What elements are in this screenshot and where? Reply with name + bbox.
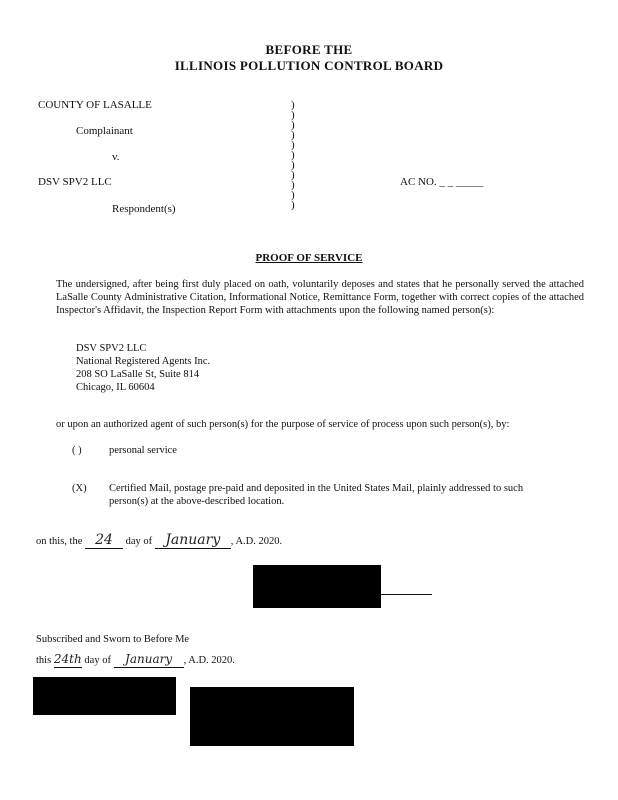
address-line1: DSV SPV2 LLC bbox=[76, 343, 147, 354]
header-line2: ILLINOIS POLLUTION CONTROL BOARD bbox=[174, 58, 444, 73]
date-month-handwritten: January bbox=[165, 532, 221, 548]
address-line2: National Registered Agents Inc. bbox=[76, 356, 211, 367]
service-address bbox=[76, 342, 210, 394]
respondent-name: DSV SPV2 LLC bbox=[38, 176, 112, 188]
option2-text: Certified Mail, postage pre-paid and deposited in the United States Mail, plainly addressed to such person(s) at the above-described location. bbox=[109, 483, 524, 507]
notary-this: this bbox=[36, 655, 52, 666]
notary-line2 bbox=[36, 653, 235, 668]
notary-seal-redaction bbox=[190, 687, 354, 746]
complainant-name: COUNTY OF LASALLE bbox=[38, 99, 152, 111]
option1-text: personal service bbox=[109, 445, 177, 456]
ac-label: AC NO. bbox=[400, 176, 437, 188]
notary-line1: Subscribed and Sworn to Before Me bbox=[36, 634, 190, 645]
notary-signature-redaction bbox=[33, 677, 176, 715]
versus-label: v. bbox=[112, 151, 120, 163]
date-prefix: on this, the bbox=[36, 536, 83, 547]
option1-mark: ( ) bbox=[72, 445, 82, 456]
notary-day-handwritten: 24th bbox=[53, 652, 82, 666]
date-day-handwritten: 24 bbox=[95, 532, 113, 548]
signature-redaction bbox=[253, 565, 381, 608]
ac-value: _ _ _____ bbox=[439, 176, 484, 188]
notary-day-of: day of bbox=[84, 655, 111, 666]
respondent-label: Respondent(s) bbox=[112, 203, 176, 215]
date-suffix: , A.D. 2020. bbox=[230, 536, 283, 547]
address-line4: Chicago, IL 60604 bbox=[76, 382, 155, 393]
caption-paren-column: ) ) ) ) ) ) ) ) ) ) ) bbox=[291, 99, 295, 211]
signature-line bbox=[381, 594, 432, 595]
date-day-of: day of bbox=[125, 536, 153, 547]
notary-suffix: , A.D. 2020. bbox=[183, 655, 235, 666]
header-line1: BEFORE THE bbox=[265, 42, 353, 57]
complainant-label: Complainant bbox=[76, 125, 133, 137]
proof-heading: PROOF OF SERVICE bbox=[255, 252, 363, 264]
proof-intro: The undersigned, after being first duly placed on oath, voluntarily deposes and states that he personally served the attached LaSalle County Administrative Citation, Informational Notice, Remittance Form, together with correct copies of the attached Inspector's Affidavit, the Inspection Report Form with attachments upon the following named person(s): bbox=[56, 279, 584, 316]
option2-mark: (X) bbox=[72, 483, 87, 494]
ac-number bbox=[400, 176, 483, 188]
notary-month-handwritten: January bbox=[125, 652, 173, 666]
agent-clause: or upon an authorized agent of such person(s) for the purpose of service of process upon such person(s), by: bbox=[56, 419, 510, 430]
date-line bbox=[36, 534, 282, 549]
address-line3: 208 SO LaSalle St, Suite 814 bbox=[76, 369, 200, 380]
